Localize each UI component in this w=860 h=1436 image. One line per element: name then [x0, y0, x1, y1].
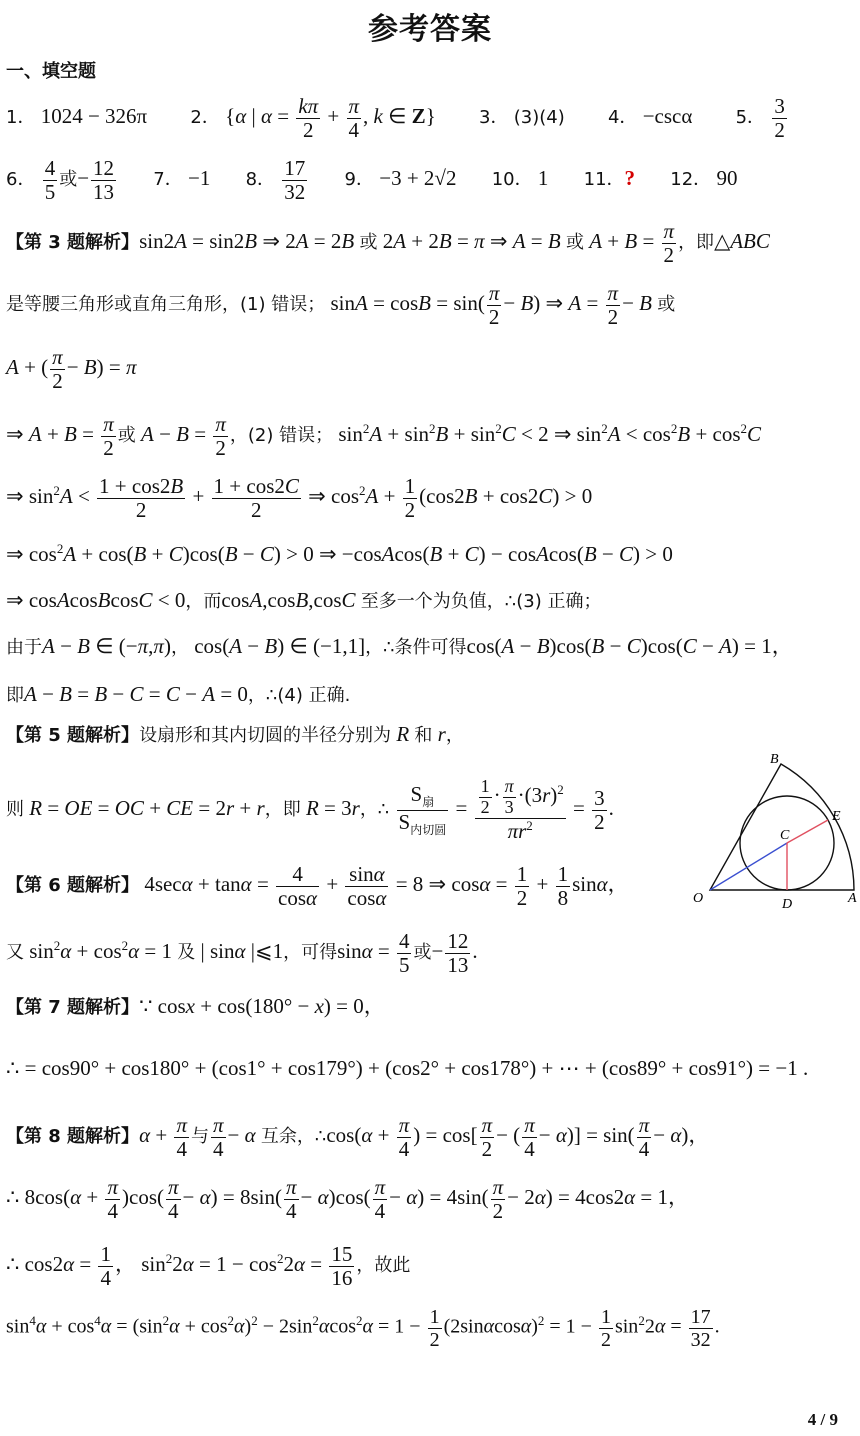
answer-9: 9． −3 + 2√2	[344, 166, 457, 190]
solution-8-line-2: ∴ 8cos(α + $\frac{\pi}{4}$ )cos( $\frac{\pi}{4}$ − α) = 8sin( $\frac{\pi}{4}$ − α)cos( $\frac{\pi}{4}$ − α) = 4sin( $\frac{\pi}{2}$ − 2α) = 4cos2α = 1，	[6, 1174, 690, 1223]
answer-3: 3． (3)(4)	[479, 107, 565, 128]
answer-11: 11．?	[583, 166, 636, 190]
solution-6-line-2: 又 $\sin^2\alpha + \cos^2\alpha = 1$ 及 | sinα |⩽1，可得sinα = $\frac{4}{5}$ 或− $\frac{12}{13}$ .	[6, 928, 478, 977]
solution-8-line-4: $\sin^4\alpha + \cos^4\alpha = (\sin^2\alpha + \cos^2\alpha)^2 - 2\sin^2\alpha\cos^2\alpha = 1$ − $\frac{1}{2}$ $(2\sin\alpha\cos\alpha)^2 = 1$ − $\frac{1}{2}$ $\sin^22\alpha$ = $\frac{17}{32}$ .	[6, 1305, 720, 1351]
label-B: B	[770, 752, 779, 767]
answer-2: 2． {α | α = $\frac{k\pi}{2}$ + $\frac{\pi}{4}$ , k ∈ Z}	[190, 93, 436, 142]
page-number: 4 / 9	[807, 1410, 838, 1429]
label-O: O	[693, 891, 704, 906]
answers-row-1	[6, 90, 827, 142]
solution-3-line-5: ⇒ $\sin^2A$ < $\frac{1 + \cos 2B}{2}$ + $\frac{1 + \cos 2C}{2}$ ⇒ $\cos^2A$ + $\frac{1}{2}$ (cos2B + cos2C) > 0	[6, 473, 593, 522]
solution-3-line-9: 即A − B = B − C = C − A = 0，∴(4) 正确.	[6, 682, 351, 706]
section-heading: 一、填空题	[6, 61, 96, 82]
label-D: D	[782, 897, 793, 912]
sector-incircle-figure	[688, 750, 858, 912]
answer-12: 12． 90	[670, 166, 738, 190]
sector-outline	[710, 764, 854, 890]
label-A: A	[848, 891, 857, 906]
solution-3-line-3: A + ( $\frac{\pi}{2}$ − B) = π	[6, 344, 137, 393]
solution-7-line-1: 【第 7 题解析】∵ cosx + cos(180° − x) = 0，	[6, 994, 385, 1018]
solution-6-line-1: 【第 6 题解析】 4secα + tanα = $\frac{4}{\cos\alpha}$ + $\frac{\sin\alpha}{\cos\alpha}$ = 8 ⇒ cosα = $\frac{1}{2}$ + $\frac{1}{8}$ sinα，	[6, 861, 629, 910]
solution-8-line-1: 【第 8 题解析】α + $\frac{\pi}{4}$ 与 $\frac{\pi}{4}$ − α 互余，∴cos(α + $\frac{\pi}{4}$ ) = cos[ $\frac{\pi}{2}$ − ( $\frac{\pi}{4}$ − α)] = sin( $\frac{\pi}{4}$ − α)，	[6, 1112, 710, 1161]
label-E: E	[832, 809, 841, 824]
solution-3-line-8: 由于A − B ∈ (−π,π)， cos(A − B) ∈ (−1,1]，∴条件可得cos(A − B)cos(B − C)cos(C − A) = 1，	[6, 634, 793, 658]
answer-7: 7． −1	[153, 166, 211, 190]
label-C: C	[780, 828, 790, 843]
solution-3-line-2: 是等腰三角形或直角三角形，(1) 错误； sinA = cosB = sin( $\frac{\pi}{2}$ − B) ⇒ A = $\frac{\pi}{2}$ − B 或	[6, 280, 676, 329]
page-title: 参考答案	[368, 12, 492, 47]
solution-3-line-6: ⇒ $\cos^2A + \cos(B + C)\cos(B - C) > 0$ ⇒ −cosAcos(B + C) − cosAcos(B − C) > 0	[6, 541, 673, 566]
answer-1: 1． 1024 − 326π	[6, 104, 148, 128]
answers-row-2	[6, 152, 737, 204]
answer-4: 4． −cscα	[607, 104, 693, 128]
segment-CE	[787, 820, 828, 843]
segment-OC	[710, 843, 787, 890]
solution-5-line-2: 则 R = OE = OC + CE = 2r + r，即 R = 3r，∴ $\frac{S_扇}{S_{内切圆}}$ = $\frac{1}{2}$ · $\frac{\pi}{3}$ $\cdot(3r)^2$ $\pi r^2$ = $\frac{3}{2}$ .	[6, 776, 614, 843]
answer-10: 10． 1	[491, 166, 549, 190]
answer-8: 8． $\frac{17}{32}$	[245, 155, 306, 204]
solution-8-line-3: ∴ cos2α = $\frac{1}{4}$ ， $\sin^22\alpha = 1 - \cos^22\alpha$ = $\frac{15}{16}$ ，故此	[6, 1241, 411, 1290]
solution-7-line-2: ∴ = cos90° + cos180° + (cos1° + cos179°) + (cos2° + cos178°) + ⋯ + (cos89° + cos91°) = −1 .	[6, 1056, 809, 1080]
answer-6: 6． $\frac{4}{5}$ 或− $\frac{12}{13}$	[6, 155, 115, 204]
solution-3-line-1: 【第 3 题解析】sin2A = sin2B ⇒ 2A = 2B 或 2A + 2B = π ⇒ A = B 或 A + B = $\frac{\pi}{2}$ ，即△ABC	[6, 218, 770, 267]
solution-3-line-7: ⇒ cosAcosBcosC < 0，而cosA,cosB,cosC 至多一个为负值，∴(3) 正确；	[6, 588, 602, 612]
solution-3-line-4: ⇒ A + B = $\frac{\pi}{2}$ 或 A − B = $\frac{\pi}{2}$ ，(2) 错误； $\sin^2A + \sin^2B + \sin^2C < 2$ ⇒ $\sin^2A < \cos^2B + \cos^2C$	[6, 411, 762, 460]
solution-5-line-1: 【第 5 题解析】设扇形和其内切圆的半径分别为 R 和 r，	[6, 722, 464, 746]
answer-5: 5． $\frac{3}{2}$	[735, 93, 785, 142]
